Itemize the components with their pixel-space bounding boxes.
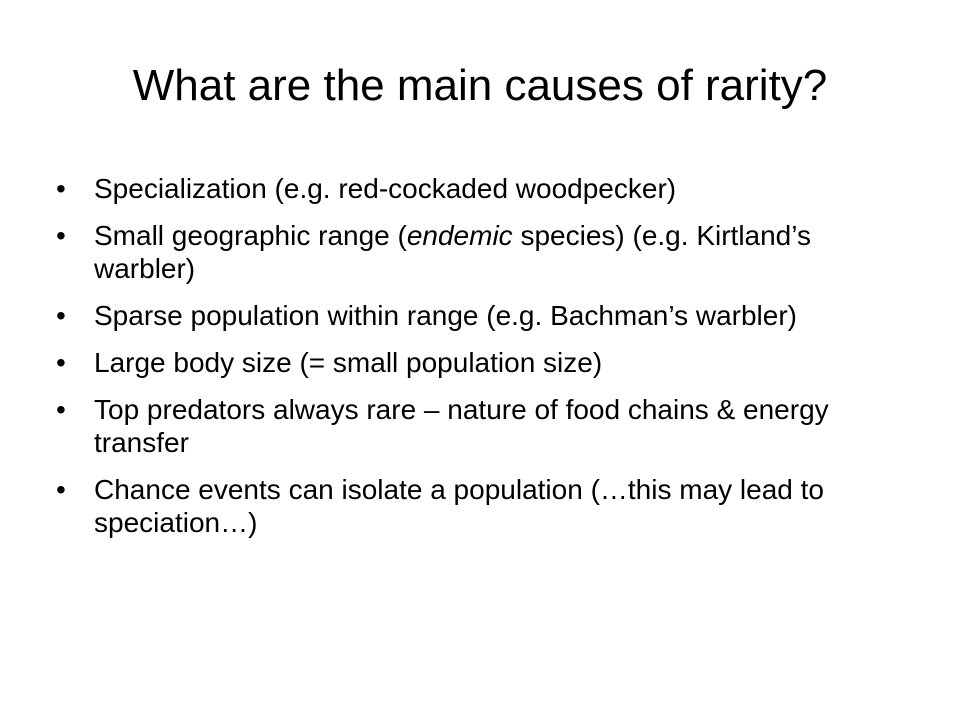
bullet-text: Top predators always rare – nature of food chains & energy transfer <box>94 394 829 458</box>
bullet-text-after: species) (e.g. Kirtland’s warbler) <box>94 220 811 284</box>
bullet-icon: • <box>56 220 66 251</box>
bullet-item <box>56 346 906 379</box>
bullet-text: Sparse population within range (e.g. Bachman’s warbler) <box>94 300 797 331</box>
bullet-text <box>94 220 811 284</box>
slide-title: What are the main causes of rarity? <box>132 61 828 110</box>
bullet-item <box>56 172 906 205</box>
bullet-text: Specialization (e.g. red-cockaded woodpecker) <box>94 173 677 204</box>
bullet-list <box>56 172 906 553</box>
bullet-icon: • <box>56 347 66 378</box>
bullet-text: Large body size (= small population size) <box>94 347 603 378</box>
bullet-item <box>56 219 906 285</box>
bullet-item <box>56 393 906 459</box>
bullet-icon: • <box>56 173 66 204</box>
bullet-icon: • <box>56 394 66 425</box>
bullet-item <box>56 299 906 332</box>
bullet-text: Chance events can isolate a population (…this may lead to speciation…) <box>94 474 824 538</box>
bullet-text-emphasis: endemic <box>406 220 513 251</box>
bullet-item <box>56 473 906 539</box>
bullet-icon: • <box>56 474 66 505</box>
bullet-icon: • <box>56 300 66 331</box>
bullet-text-before: Small geographic range ( <box>94 220 407 251</box>
